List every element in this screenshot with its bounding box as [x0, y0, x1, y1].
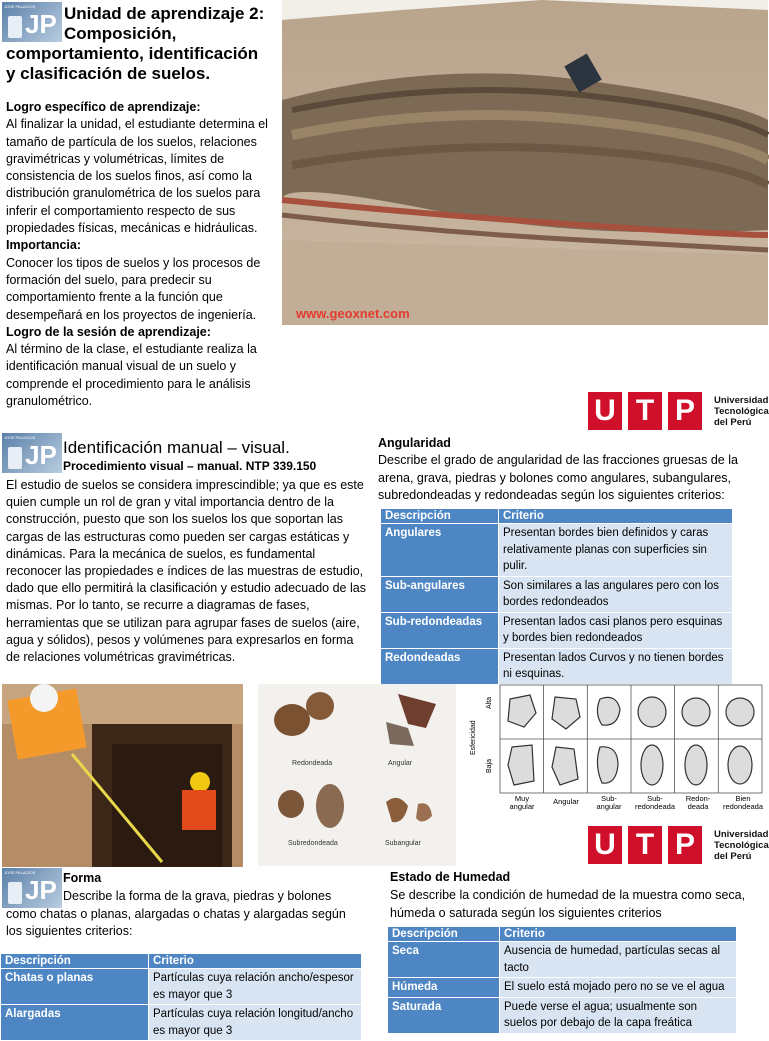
table-row: Sub-redondeadas Presentan lados casi planos pero esquinas y bordes bien redondeados — [381, 612, 733, 648]
utp-logo: U T P Universidad Tecnológica del Perú — [588, 392, 769, 430]
section1-body — [6, 99, 278, 410]
section2-title: Identificación manual – visual. — [63, 438, 290, 457]
table-row: Húmeda El suelo está mojado pero no se ve el agua — [388, 978, 737, 998]
humedad-table: Descripción Criterio Seca Ausencia de humedad, partículas secas al tacto Húmeda El suelo está mojado pero no se ve el agua Saturada Puede verse el agua; usualmente son suelos por debajo de la capa freática — [387, 926, 737, 1034]
table-row: Chatas o planas Partículas cuya relación ancho/espesor es mayor que 3 — [1, 969, 362, 1005]
rock-label-subredondeada: Subredondeada — [288, 840, 338, 847]
sphericity-chart — [470, 681, 766, 817]
forma-intro: Describe la forma de la grava, piedras y bolones como chatas o planas, alargadas o chatas y alargadas según los siguientes criterios: — [6, 889, 346, 938]
section2-subtitle: Procedimiento visual – manual. NTP 339.150 — [63, 459, 317, 473]
sphericity-col-2: Sub-angular — [596, 794, 622, 811]
sesion-text: Al término de la clase, el estudiante realiza la identificación manual visual de un suelo y comprende el procedimiento para le análisis granulométrico. — [6, 342, 257, 409]
table-row: Alargadas Partículas cuya relación longitud/ancho es mayor que 3 — [1, 1005, 362, 1041]
sphericity-axis-label: Esfericidad — [470, 720, 477, 755]
angularidad-heading: Angularidad — [378, 436, 451, 450]
jp-logo-2: JOSE PALACIOS JP — [2, 433, 62, 473]
table-row: Saturada Puede verse el agua; usualmente son suelos por debajo de la capa freática — [388, 997, 737, 1033]
forma-table: Descripción Criterio Chatas o planas Partículas cuya relación ancho/espesor es mayor que 3 Alargadas Partículas cuya relación longitud/ancho es mayor que 3 — [0, 953, 362, 1041]
table-row: Redondeadas Presentan lados Curvos y no tienen bordes ni esquinas. — [381, 648, 733, 684]
table-row: Sub-angulares Son similares a las angulares pero con los bordes redondeados — [381, 576, 733, 612]
table-row: Angulares Presentan bordes bien definidos y caras relativamente planas con superficies sin pulir. — [381, 524, 733, 577]
importancia-text: Conocer los tipos de suelos y los procesos de formación del suelo, para predecir su comportamiento frente a la función que desempeñará en los proyectos de ingeniería. — [6, 255, 261, 322]
section2-text: El estudio de suelos se considera imprescindible; ya que es este quien cumple un rol de gran y vital importancia dentro de la construcción, puesto que son los suelos los que soportan las cargas de las estructuras como pueden ser cargas estáticas y dinámicas. Para la mecánica de suelos, es fundamental reconocer las propiedades e índices de las muestras de estudio, dado que ello permitirá la clasificación y estudio adecuado de las mismas. Por lo tanto, se recurre a diagramas de fases, herramientas que se utilizan para agrupar fases de suelos (aire, agua y sólidos), pesos y volúmenes para expresarlos en forma de relaciones volumétricas gravimétricas. — [6, 478, 366, 665]
forma-heading: Forma — [63, 871, 102, 885]
sesion-heading: Logro de la sesión de aprendizaje: — [6, 324, 211, 339]
rock-label-subangular: Subangular — [385, 840, 421, 847]
utp-logo-2: U T P Universidad Tecnológica del Perú — [588, 826, 769, 864]
jp-logo-3: JOSE PALACIOS JP — [2, 868, 62, 908]
angularidad-intro: Describe el grado de angularidad de las fracciones gruesas de la arena, grava, piedras y bolones como angulares, subangulares, subredondeadas y redondeadas según los siguientes criterios: — [378, 453, 738, 502]
outcrop-illustration — [282, 0, 768, 325]
sphericity-col-5: Bien redondeada — [722, 794, 764, 811]
excavation-photo — [2, 684, 243, 867]
humedad-heading: Estado de Humedad — [390, 870, 511, 884]
jp-logo: JOSE PALACIOS JP — [2, 2, 62, 42]
rock-label-redondeada: Redondeada — [292, 760, 333, 767]
outcrop-photo — [282, 0, 768, 325]
rocks-photo — [258, 684, 456, 866]
sphericity-col-0: Muy angular — [509, 794, 535, 811]
logro-heading: Logro específico de aprendizaje: — [6, 100, 201, 114]
sphericity-col-1: Angular — [553, 797, 579, 806]
angularidad-table: Descripción Criterio Angulares Presentan bordes bien definidos y caras relativamente planas con superficies sin pulir. Sub-angulares Son similares a las angulares pero con los bordes redondeados Sub-redondeadas Presentan lados casi planos pero esquinas y bordes bien redondeados Redondeadas Presentan lados Curvos y no tienen bordes ni esquinas. — [380, 508, 733, 685]
sphericity-row-baja: Baja — [486, 758, 493, 773]
unit-title: Unidad de aprendizaje 2: Composición, comportamiento, identificación y clasificación de suelos. — [6, 4, 265, 83]
sphericity-col-3: Sub-redondeada — [634, 794, 676, 811]
photo-watermark: www.geoxnet.com — [296, 306, 410, 321]
sphericity-col-4: Redon-deada — [685, 794, 711, 811]
importancia-heading: Importancia: — [6, 238, 82, 253]
logro-text: Al finalizar la unidad, el estudiante determina el tamaño de partícula de los suelos, relaciones gravimétricas y volumétricas, límites de consistencia de los suelos finos, así como la distribución granulométrica de los suelos para inferir el comportamiento respecto de sus propiedades físicas, mecánicas e hidráulicas. — [6, 117, 268, 236]
table-row: Seca Ausencia de humedad, partículas secas al tacto — [388, 942, 737, 978]
sphericity-row-alta: Alta — [486, 696, 493, 709]
humedad-intro: Se describe la condición de humedad de la muestra como seca, húmeda o saturada según los siguientes criterios — [390, 888, 746, 920]
rock-label-angular: Angular — [388, 760, 413, 767]
